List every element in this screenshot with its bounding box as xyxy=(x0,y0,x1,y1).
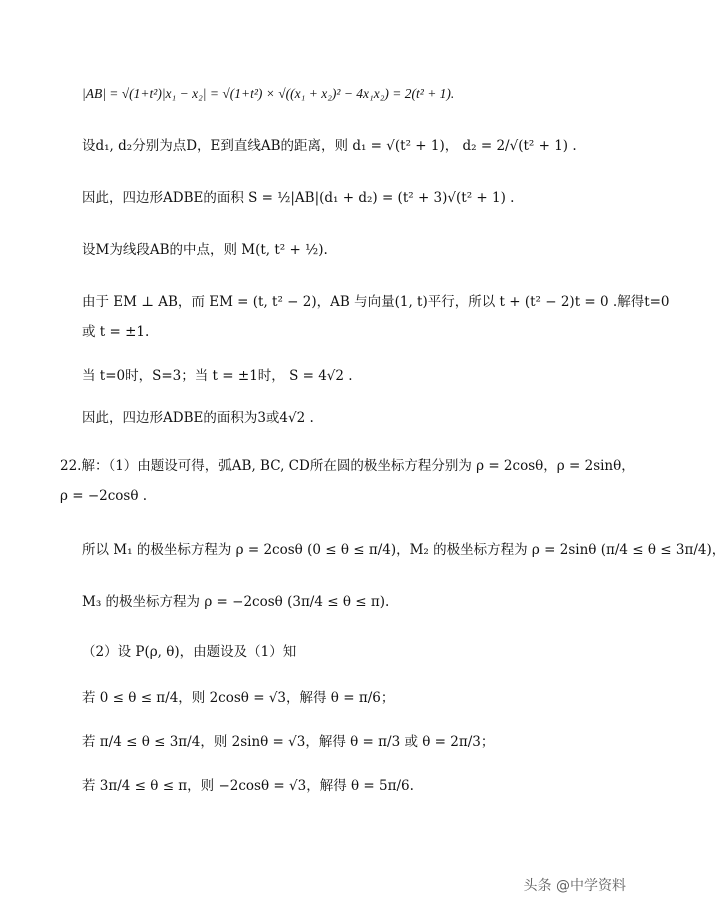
case-2: 若 π/4 ≤ θ ≤ 3π/4，则 2sinθ = √3，解得 θ = π/3 或 θ = 2π/3； xyxy=(82,734,495,750)
m1-m2-equations: 所以 M₁ 的极坐标方程为 ρ = 2cosθ (0 ≤ θ ≤ π/4)，M₂ 的极坐标方程为 ρ = 2sinθ (π/4 ≤ θ ≤ 3π/4)， xyxy=(82,542,725,558)
case-3: 若 3π/4 ≤ θ ≤ π，则 −2cosθ = √3，解得 θ = 5π/6. xyxy=(82,778,414,794)
problem-22-intro: 22.解：（1）由题设可得，弧AB, BC, CD所在圆的极坐标方程分别为 ρ = 2cosθ，ρ = 2sinθ， xyxy=(60,458,635,474)
perpendicular-condition: 由于 EM ⊥ AB，而 EM = (t, t² − 2)，AB 与向量(1, t)平行，所以 t + (t² − 2)t = 0 .解得t=0 xyxy=(82,294,670,310)
ab-length-formula: |AB| = √(1+t²)|x₁ − x₂| = √(1+t²) × √((x₁ + x₂)² − 4x₁x₂) = 2(t² + 1). xyxy=(82,86,455,101)
area-conclusion: 因此，四边形ADBE的面积为3或4√2 . xyxy=(82,410,314,426)
watermark: 头条 @中学资料 xyxy=(523,878,626,894)
m3-equation: M₃ 的极坐标方程为 ρ = −2cosθ (3π/4 ≤ θ ≤ π). xyxy=(82,594,390,610)
case-1: 若 0 ≤ θ ≤ π/4，则 2cosθ = √3，解得 θ = π/6； xyxy=(82,690,395,706)
area-formula: 因此，四边形ADBE的面积 S = ½|AB|(d₁ + d₂) = (t² + 3)√(t² + 1) . xyxy=(82,190,515,206)
distance-definition: 设d₁, d₂分别为点D，E到直线AB的距离，则 d₁ = √(t² + 1)， d₂ = 2/√(t² + 1) . xyxy=(82,138,577,154)
midpoint-definition: 设M为线段AB的中点，则 M(t, t² + ½). xyxy=(82,242,328,258)
part-2-setup: （2）设 P(ρ, θ)，由题设及（1）知 xyxy=(82,644,297,660)
area-cases: 当 t=0时，S=3；当 t = ±1时， S = 4√2 . xyxy=(82,368,353,384)
perpendicular-condition-cont: 或 t = ±1. xyxy=(82,324,150,340)
problem-22-intro-cont: ρ = −2cosθ . xyxy=(60,488,148,504)
